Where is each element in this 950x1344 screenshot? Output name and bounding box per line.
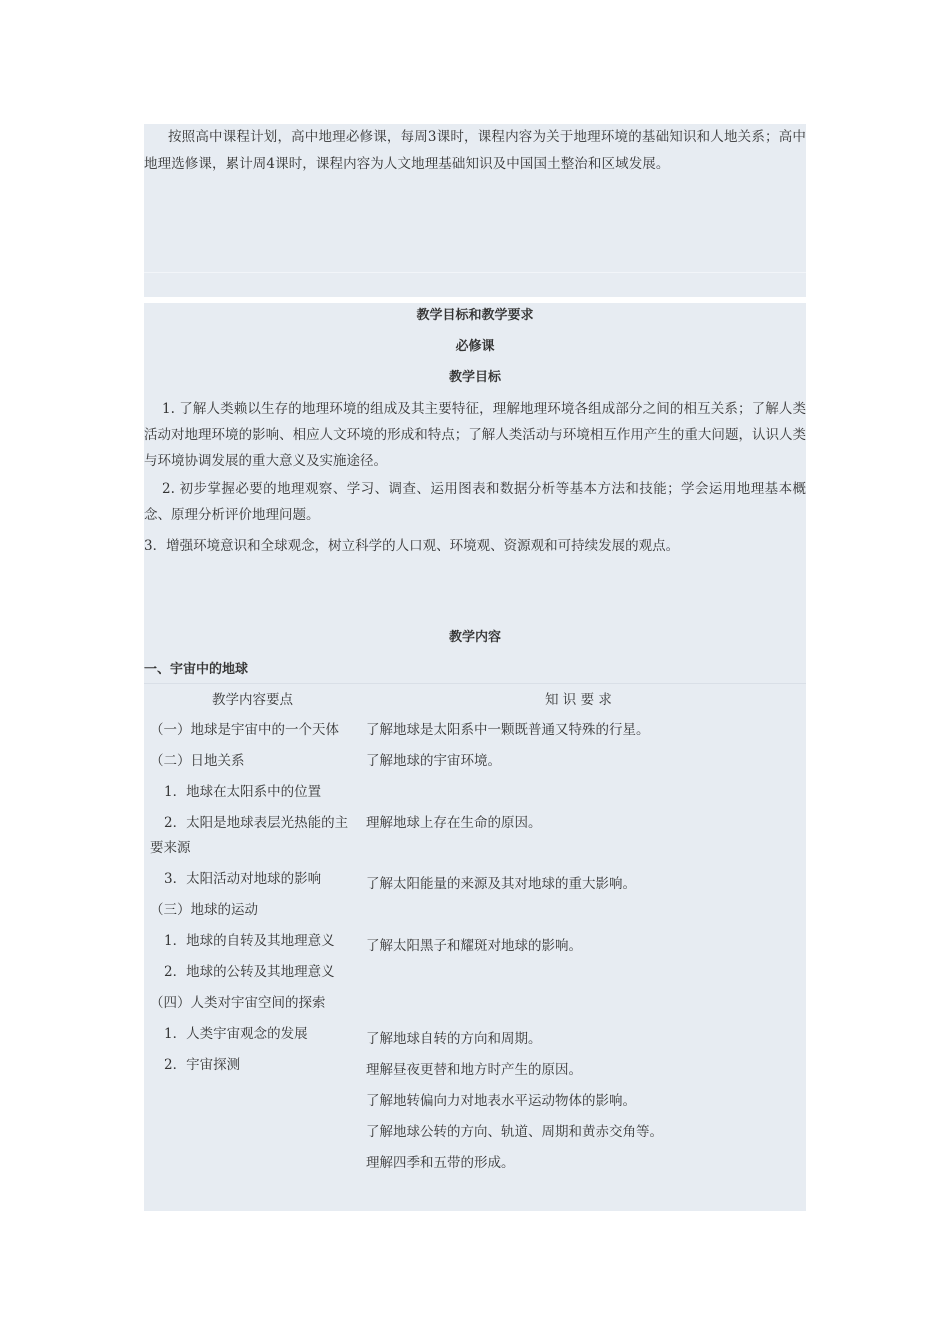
content-point: 1．地球在太阳系中的位置: [164, 784, 322, 800]
knowledge-requirement: 了解地球公转的方向、轨道、周期和黄赤交角等。: [366, 1124, 663, 1140]
knowledge-requirement: 了解地球自转的方向和周期。: [366, 1031, 542, 1047]
knowledge-requirement: 理解四季和五带的形成。: [366, 1155, 515, 1171]
unit-divider: [144, 683, 806, 684]
content-point: 3．太阳活动对地球的影响: [164, 871, 322, 887]
panel-divider: [144, 272, 806, 273]
goal-item-1: 1. 了解人类赖以生存的地理环境的组成及其主要特征，理解地理环境各组成部分之间的相互关系；了解人类活动对地理环境的影响、相应人文环境的形成和特点；了解人类活动与环境相互作用产生的重大问题，认识人类与环境协调发展的重大意义及实施途径。: [144, 401, 806, 469]
knowledge-requirement: 了解地转偏向力对地表水平运动物体的影响。: [366, 1093, 636, 1109]
knowledge-requirement: 了解太阳能量的来源及其对地球的重大影响。: [366, 876, 636, 892]
content-point: 2．太阳是地球表层光热能的主: [164, 815, 349, 831]
knowledge-requirement: 理解昼夜更替和地方时产生的原因。: [366, 1062, 582, 1078]
content-point: （二）日地关系: [150, 753, 245, 769]
goal-item-3: 3．增强环境意识和全球观念，树立科学的人口观、环境观、资源观和可持续发展的观点。: [144, 538, 680, 554]
unit-title: 一、宇宙中的地球: [144, 662, 249, 677]
content-point: 2．宇宙探测: [164, 1057, 241, 1073]
content-section-title: 教学内容: [448, 630, 501, 645]
teaching-goals-title: 教学目标: [448, 370, 501, 385]
intro-paragraph: 按照高中课程计划，高中地理必修课，每周3课时，课程内容为关于地理环境的基础知识和人地关系；高中地理选修课，累计周4课时，课程内容为人文地理基础知识及中国国土整治和区域发展。: [144, 129, 806, 172]
knowledge-requirement: 了解太阳黑子和耀斑对地球的影响。: [366, 938, 582, 954]
content-point: 2．地球的公转及其地理意义: [164, 964, 335, 980]
column-header-content-points: 教学内容要点: [212, 692, 293, 708]
goal-item-2: 2. 初步掌握必要的地理观察、学习、调查、运用图表和数据分析等基本方法和技能；学会运用地理基本概念、原理分析评价地理问题。: [144, 481, 806, 523]
content-point: 1．人类宇宙观念的发展: [164, 1026, 308, 1042]
required-course-title: 必修课: [455, 339, 495, 354]
content-point: （一）地球是宇宙中的一个天体: [150, 722, 339, 738]
knowledge-requirement: 了解地球的宇宙环境。: [366, 753, 501, 769]
content-point: （四）人类对宇宙空间的探索: [150, 995, 326, 1011]
content-point-continuation: 要来源: [150, 840, 191, 856]
column-header-knowledge-requirements: 知 识 要 求: [545, 692, 612, 708]
content-point: 1．地球的自转及其地理意义: [164, 933, 335, 949]
knowledge-requirement: 了解地球是太阳系中一颗既普通又特殊的行星。: [366, 722, 650, 738]
knowledge-requirement: 理解地球上存在生命的原因。: [366, 815, 542, 831]
content-point: （三）地球的运动: [150, 902, 258, 918]
goals-section-title: 教学目标和教学要求: [416, 308, 534, 323]
